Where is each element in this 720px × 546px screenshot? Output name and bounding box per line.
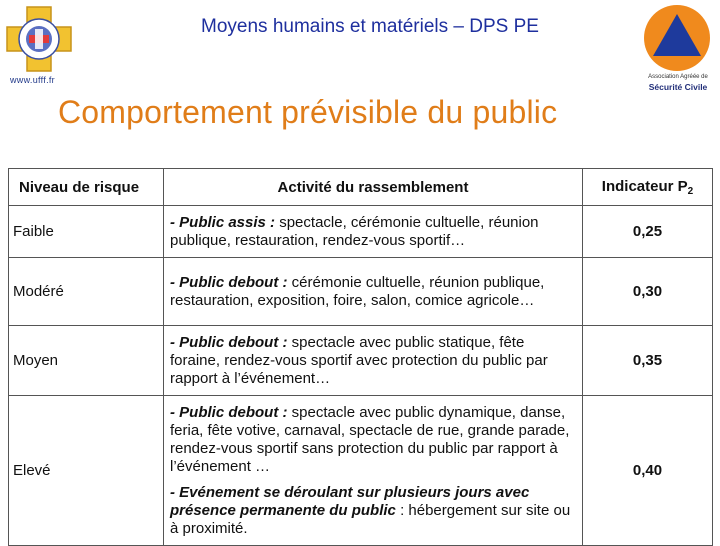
row-level: Modéré: [9, 258, 164, 326]
table-row: [9, 258, 713, 326]
header-level: Niveau de risque: [9, 169, 164, 206]
row-activity: - Public debout : spectacle avec public statique, fête foraine, rendez-vous sportif avec protection du public par rapport à l’événement…: [164, 326, 583, 396]
header-indicator: Indicateur $P_2$: [583, 169, 713, 206]
row-indicator-value: 0,40: [583, 396, 713, 546]
association-text: Association Agréée de: [648, 74, 708, 80]
row-level: Faible: [9, 206, 164, 258]
table-header-row: [9, 169, 713, 206]
table-row: [9, 326, 713, 396]
row-activity: - Public assis : spectacle, cérémonie cultuelle, réunion publique, restauration, rendez-vous sportif…: [164, 206, 583, 258]
page-title: Comportement prévisible du public: [58, 94, 558, 130]
row-activity: - Public debout : cérémonie cultuelle, réunion publique, restauration, exposition, foire, salon, comice agricole…: [164, 258, 583, 326]
row-level: Elevé: [9, 396, 164, 546]
row-indicator-value: 0,25: [583, 206, 713, 258]
header-activity: Activité du rassemblement: [164, 169, 583, 206]
risk-table: [8, 168, 713, 546]
row-indicator-value: 0,30: [583, 258, 713, 326]
securite-civile-text: Sécurité Civile: [648, 82, 708, 92]
row-level: Moyen: [9, 326, 164, 396]
table-row: [9, 396, 713, 546]
header-title: Moyens humains et matériels – DPS PE: [201, 16, 539, 37]
civil-protection-triangle-icon: [636, 4, 718, 72]
table-row: [9, 206, 713, 258]
row-indicator-value: 0,35: [583, 326, 713, 396]
securite-civile-logo: [636, 4, 718, 94]
row-activity: - Public debout : spectacle avec public dynamique, danse, feria, fête votive, carnaval, spectacle de rue, grande parade, rendez-vous sportif sans protection du public par rapport à l’événement … - Evénement se déroulant sur plusieurs jours avec présence permanente du public : hébergement sur site ou à proximité.: [164, 396, 583, 546]
ufff-site-text: www.ufff.fr: [10, 75, 55, 85]
